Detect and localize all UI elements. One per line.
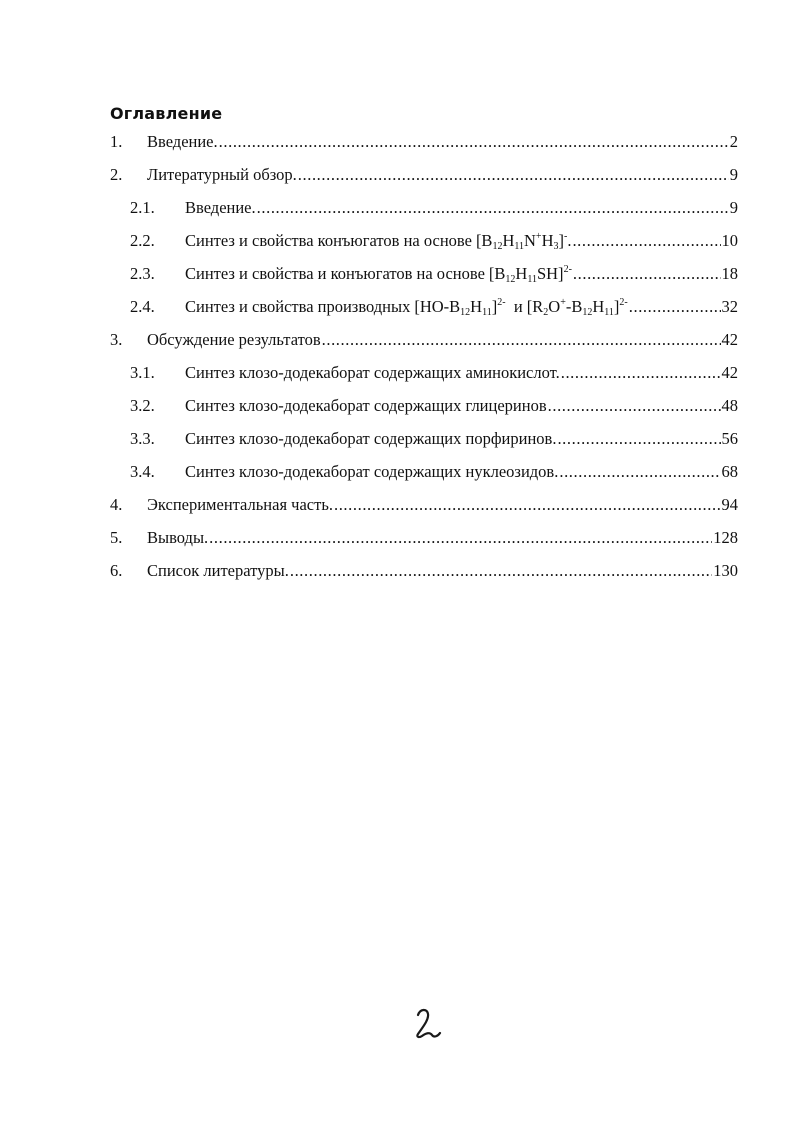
dot-leader: [559, 460, 720, 484]
toc-entry-page: 56: [721, 429, 738, 448]
toc-heading: Оглавление: [110, 104, 223, 123]
toc-entry-page: 18: [721, 264, 738, 283]
toc-entry-title: Список литературы.: [147, 561, 289, 580]
toc-entry-page: 32: [721, 297, 738, 316]
toc-entry-number: 2.3.: [130, 264, 155, 283]
toc-entry-5[interactable]: [110, 526, 738, 550]
toc-entry-2-2[interactable]: [130, 229, 738, 253]
toc-entry-page: 9: [729, 165, 738, 184]
toc-entry-3-2[interactable]: [130, 394, 738, 418]
toc-entry-2[interactable]: [110, 163, 738, 187]
toc-entry-number: 5.: [110, 528, 123, 547]
toc-entry-title: Обсуждение результатов: [147, 330, 321, 349]
toc-entry-title: Синтез и свойства производных: [185, 297, 411, 316]
toc-entry-page: 42: [721, 330, 738, 349]
toc-entry-title: Экспериментальная часть.: [147, 495, 333, 514]
toc-entry-page: 42: [721, 363, 738, 382]
toc-entry-2-4[interactable]: [130, 295, 738, 319]
dot-leader: [257, 196, 729, 220]
toc-entry-number: 2.: [110, 165, 123, 184]
chemical-formula: $[B_{12}H_{11}SH]^{2-}$: [488, 264, 572, 285]
dot-leader: [322, 328, 721, 352]
toc-entry-number: 3.: [110, 330, 123, 349]
toc-entry-3-4[interactable]: [130, 460, 738, 484]
dot-leader: [572, 229, 720, 253]
toc-entry-title: Синтез клозо-додекаборат содержащих глицеринов: [185, 396, 547, 415]
chemical-formula: $[B_{12}H_{11}N^+H_3]^-$.: [475, 231, 572, 252]
dot-leader: [573, 262, 721, 286]
toc-entry-title: Литературный обзор.: [147, 165, 297, 184]
toc-entry-2-1[interactable]: [130, 196, 738, 220]
toc-entry-3-3[interactable]: [130, 427, 738, 451]
toc-entry-number: 2.2.: [130, 231, 155, 250]
toc-entry-page: 68: [721, 462, 738, 481]
toc-entry-page: 10: [721, 231, 738, 250]
toc-entry-4[interactable]: [110, 493, 738, 517]
toc-entry-title: Синтез клозо-додекаборат содержащих порфиринов.: [185, 429, 557, 448]
toc-entry-page: 94: [721, 495, 738, 514]
dot-leader: [219, 130, 729, 154]
toc-entry-number: 3.1.: [130, 363, 155, 382]
toc-entry-page: 9: [729, 198, 738, 217]
chemical-formula: $[HO-B_{12}H_{11}]^{2-}$ и $[R_2O^+-B_{12}H_{11}]^{2-}$: [414, 297, 628, 318]
handwritten-page-number: [412, 1006, 442, 1040]
toc-entry-number: 3.2.: [130, 396, 155, 415]
toc-entry-number: 3.4.: [130, 462, 155, 481]
toc-entry-number: 2.4.: [130, 297, 155, 316]
toc-entry-number: 1.: [110, 132, 123, 151]
toc-entry-title: Синтез клозо-додекаборат содержащих нуклеозидов.: [185, 462, 559, 481]
toc-entry-page: 128: [713, 528, 738, 547]
toc-entry-2-3[interactable]: [130, 262, 738, 286]
toc-entry-page: 48: [721, 396, 738, 415]
toc-entry-title: Синтез клозо-додекаборат содержащих аминокислот.: [185, 363, 560, 382]
dot-leader: [334, 493, 721, 517]
toc-entry-3[interactable]: [110, 328, 738, 352]
toc-entry-page: 130: [713, 561, 738, 580]
toc-entry-number: 3.3.: [130, 429, 155, 448]
dot-leader: [290, 559, 712, 583]
toc-entry-1[interactable]: [110, 130, 738, 154]
toc-entry-title: Выводы.: [147, 528, 209, 547]
toc-entry-number: 2.1.: [130, 198, 155, 217]
toc-entry-title: Синтез и свойства конъюгатов на основе: [185, 231, 472, 250]
toc-entry-number: 4.: [110, 495, 123, 514]
toc-entry-6[interactable]: [110, 559, 738, 583]
dot-leader: [298, 163, 729, 187]
toc-entry-title: Введение.: [147, 132, 218, 151]
dot-leader: [557, 427, 720, 451]
toc-entry-3-1[interactable]: [130, 361, 738, 385]
toc-entry-number: 6.: [110, 561, 123, 580]
toc-entry-title: Введение.: [185, 198, 256, 217]
dot-leader: [629, 295, 721, 319]
toc-entry-page: 2: [729, 132, 738, 151]
dot-leader: [561, 361, 721, 385]
dot-leader: [209, 526, 712, 550]
toc-entry-title: Синтез и свойства и конъюгатов на основе: [185, 264, 485, 283]
dot-leader: [548, 394, 721, 418]
